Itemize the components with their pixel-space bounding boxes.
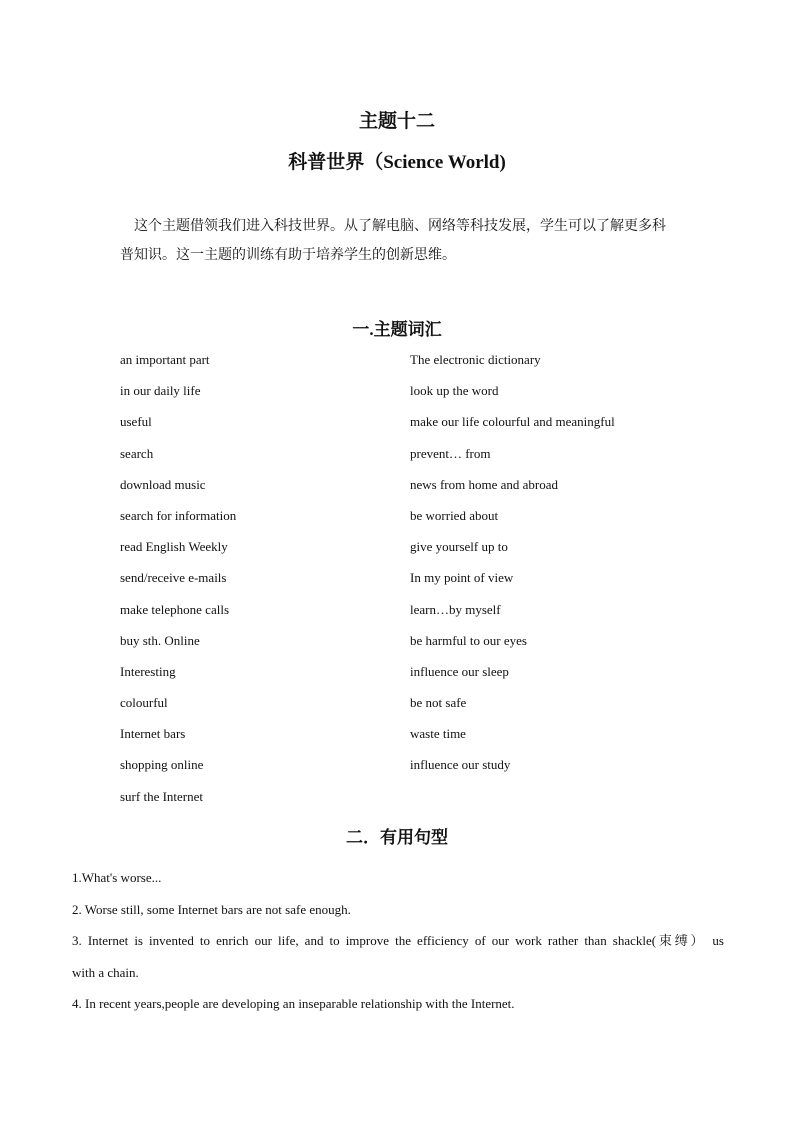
document-subtitle: 科普世界（Science World)	[288, 152, 506, 173]
vocab-item: search for information	[120, 507, 237, 523]
vocab-item: buy sth. Online	[120, 632, 200, 648]
vocab-item: make our life colourful and meaningful	[410, 414, 615, 430]
vocab-item: news from home and abroad	[410, 476, 559, 492]
sentence-item: 4. In recent years,people are developing an inseparable relationship with the Internet.	[72, 996, 515, 1011]
vocab-item: Internet bars	[120, 726, 186, 742]
vocab-item: influence our study	[410, 757, 511, 773]
vocab-item: an important part	[120, 352, 210, 367]
intro-paragraph	[120, 212, 680, 270]
vocab-item: search	[120, 445, 154, 461]
vocab-item: influence our sleep	[410, 663, 509, 679]
vocab-item: waste time	[410, 726, 466, 742]
vocab-item: be worried about	[410, 507, 499, 523]
vocab-item: read English Weekly	[120, 539, 228, 555]
vocab-item: useful	[120, 414, 152, 430]
vocab-item: in our daily life	[120, 383, 201, 399]
vocab-item: learn…by myself	[410, 601, 501, 617]
sentence-item: 3. Internet is invented to enrich our life, and to improve the efficiency of our work rather than shackle(束缚） us	[72, 933, 724, 948]
vocab-item: be harmful to our eyes	[410, 632, 527, 648]
vocab-item: give yourself up to	[410, 539, 508, 555]
vocab-item: be not safe	[410, 695, 467, 711]
document-title: 主题十二	[358, 111, 435, 132]
vocab-item: The electronic dictionary	[410, 352, 541, 367]
intro-line-1: 这个主题借领我们进入科技世界。从了解电脑、网络等科技发展，学生可以了解更多科	[134, 219, 666, 234]
vocab-item: make telephone calls	[120, 601, 230, 617]
sentence-item-continuation: with a chain.	[72, 964, 139, 980]
vocab-empty-cell	[410, 789, 680, 820]
vocab-item: send/receive e-mails	[120, 570, 227, 586]
sentence-item: 2. Worse still, some Internet bars are not safe enough.	[72, 901, 351, 917]
section-heading-sentences: 二．有用句型	[346, 828, 448, 847]
vocab-item: In my point of view	[410, 570, 514, 586]
vocab-item: look up the word	[410, 383, 499, 399]
vocabulary-list	[120, 352, 680, 820]
intro-line-2: 普知识。这一主题的训练有助于培养学生的创新思维。	[120, 248, 456, 263]
vocab-item: colourful	[120, 695, 168, 711]
vocab-item: Interesting	[120, 663, 176, 679]
vocab-item: surf the Internet	[120, 788, 204, 804]
vocab-item: prevent… from	[410, 445, 491, 461]
sentence-item: 1.What's worse...	[72, 870, 162, 885]
sentence-list	[72, 862, 724, 1020]
vocab-item: shopping online	[120, 757, 204, 773]
section-heading-vocabulary: 一.主题词汇	[352, 320, 442, 339]
vocab-item: download music	[120, 476, 206, 492]
